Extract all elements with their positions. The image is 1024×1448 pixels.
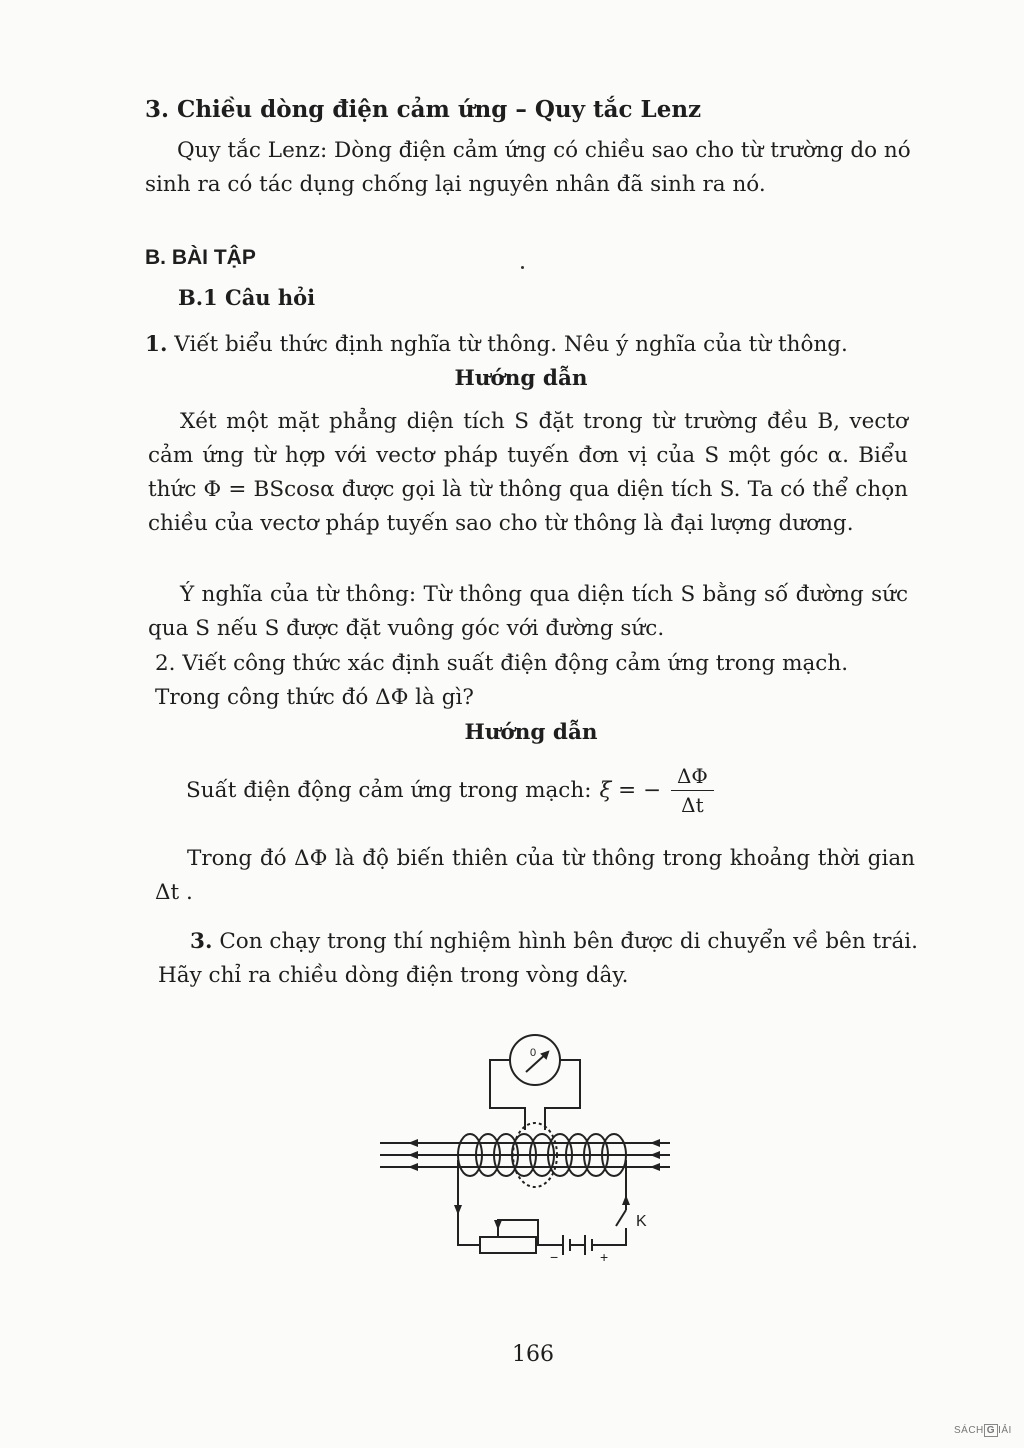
switch-label: K [636,1213,647,1230]
meter-zero-label: 0 [530,1047,537,1059]
formula-prefix: Suất điện động cảm ứng trong mạch: [186,778,592,803]
logo-text-left: SÁCH [954,1425,984,1436]
formula-fraction [671,764,714,817]
guide-label-2: Hướng dẫn [464,720,598,745]
solenoid-circuit-figure [380,1030,670,1274]
emf-formula-line [186,764,714,817]
stray-dot [521,266,524,269]
question-1 [145,328,925,362]
question-3-text: Con chạy trong thí nghiệm hình bên được di chuyển về bên trái. Hãy chỉ ra chiều dòng điện trong vòng dây. [158,929,918,988]
lenz-rule-paragraph: Quy tắc Lenz: Dòng điện cảm ứng có chiều sao cho từ trường do nó sinh ra có tác dụng chống lại nguyên nhân đã sinh ra nó. [145,138,911,197]
logo-text-mid: G [984,1424,998,1437]
page-number: 166 [512,1342,554,1367]
section-3-heading: 3. Chiều dòng điện cảm ứng – Quy tắc Lenz [145,96,702,123]
question-3 [158,925,918,993]
question-3-number: 3. [190,929,213,954]
guide-label-1: Hướng dẫn [454,366,588,391]
part-b1-subheading: B.1 Câu hỏi [178,285,316,310]
question-2: 2. Viết công thức xác định suất điện động cảm ứng trong mạch. Trong công thức đó ΔΦ là gì? [155,651,849,710]
logo-text-right: IẢI [998,1425,1012,1436]
publisher-logo [954,1425,1012,1436]
circuit-diagram [380,1030,670,1270]
answer-1-paragraph-2: Ý nghĩa của từ thông: Từ thông qua diện tích S bằng số đường sức qua S nếu S được đặt vuông góc với đường sức. [148,582,908,641]
question-1-text: Viết biểu thức định nghĩa từ thông. Nêu ý nghĩa của từ thông. [174,332,848,357]
part-b-heading: B. BÀI TẬP [145,246,256,269]
formula-lhs: ξ = − [599,778,661,803]
answer-1-paragraph-1: Xét một mặt phẳng diện tích S đặt trong từ trường đều B, vectơ cảm ứng từ hợp với vectơ pháp tuyến đơn vị của S một góc α. Biểu thức Φ = BScosα được gọi là từ thông qua diện tích S. Ta có thể chọn chiều của vectơ pháp tuyến sao cho từ thông là đại lượng dương. [148,409,908,536]
formula-denominator: Δt [681,793,704,817]
battery-plus-label: + [600,1249,609,1265]
formula-numerator: ΔΦ [671,764,714,791]
question-1-number: 1. [145,332,168,357]
galvanometer-icon [510,1035,560,1085]
battery-minus-label: − [550,1249,559,1265]
answer-2: Trong đó ΔΦ là độ biến thiên của từ thông trong khoảng thời gian Δt . [155,846,915,905]
